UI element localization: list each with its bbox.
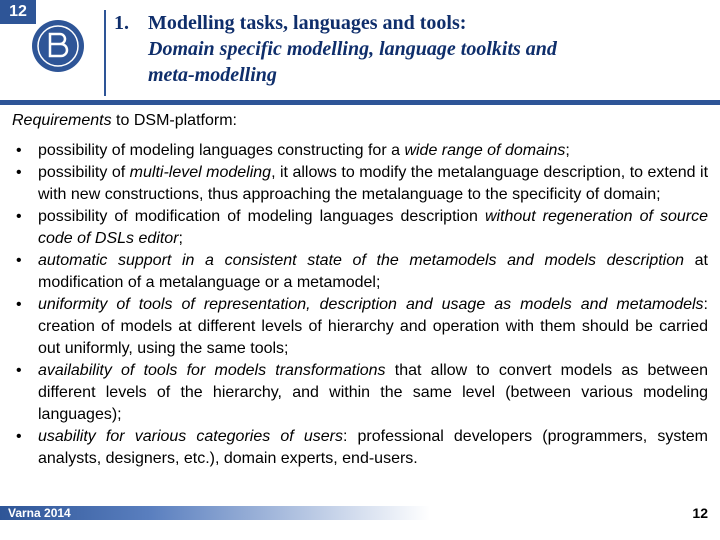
list-item-text: usability for various categories of users bbox=[38, 428, 343, 445]
title-line-2: Domain specific modelling, language toolkits and bbox=[148, 38, 557, 60]
title-number: 1. bbox=[114, 12, 129, 34]
list-item bbox=[12, 140, 708, 162]
list-item bbox=[12, 294, 708, 360]
requirements-label: Requirements bbox=[12, 112, 112, 129]
slide-content bbox=[12, 110, 708, 470]
title-line-1 bbox=[114, 10, 714, 36]
title-divider bbox=[104, 10, 106, 96]
bullet-icon: • bbox=[16, 428, 22, 445]
hse-university-logo-icon bbox=[12, 14, 104, 96]
list-item-text: : creation of models at different levels of hierarchy and operation with them should be carried out uniformly, using the same tools; bbox=[38, 296, 708, 357]
bullet-icon: • bbox=[16, 208, 22, 225]
list-item-text: that allow to convert models as between different levels of the hierarchy, and within the same level (between various modeling languages); bbox=[38, 362, 709, 423]
bullet-icon: • bbox=[16, 164, 22, 181]
footer-text: Varna 2014 bbox=[8, 506, 71, 520]
list-item-text: without regeneration of source code of DSLs editor bbox=[38, 208, 708, 247]
header-rule bbox=[0, 100, 720, 105]
list-item bbox=[12, 206, 708, 250]
list-item-text: possibility of bbox=[38, 164, 130, 181]
list-item-text: multi-level modeling bbox=[129, 164, 272, 181]
requirements-heading bbox=[12, 110, 708, 132]
requirements-label-rest: to DSM-platform: bbox=[111, 112, 237, 129]
title-line-3: meta-modelling bbox=[148, 64, 277, 86]
slide-number-top: 12 bbox=[9, 3, 27, 20]
bullet-icon: • bbox=[16, 362, 22, 379]
list-item-text: possibility of modeling languages constructing for a bbox=[38, 142, 405, 159]
slide-number-bottom: 12 bbox=[692, 505, 708, 521]
title-text-1: Modelling tasks, languages and tools: bbox=[148, 12, 467, 34]
bullet-icon: • bbox=[16, 296, 22, 313]
list-item-text: : professional developers (programmers, system analysts, designers, etc.), domain experts, end-users. bbox=[38, 428, 708, 467]
list-item-text: ; bbox=[565, 142, 570, 159]
requirements-list bbox=[12, 140, 708, 470]
slide-title bbox=[114, 10, 714, 88]
list-item-text: uniformity of tools of representation, description and usage as models and metamodels bbox=[38, 296, 704, 313]
list-item-text: possibility of modification of modeling languages description bbox=[38, 208, 485, 225]
list-item bbox=[12, 162, 708, 206]
list-item-text: availability of tools for models transformations bbox=[38, 362, 386, 379]
list-item-text: ; bbox=[178, 230, 183, 247]
list-item bbox=[12, 426, 708, 470]
list-item bbox=[12, 250, 708, 294]
list-item-text: automatic support in a consistent state of the metamodels and models description bbox=[38, 252, 685, 269]
bullet-icon: • bbox=[16, 252, 22, 269]
bullet-icon: • bbox=[16, 142, 22, 159]
list-item-text: wide range of domains bbox=[404, 142, 566, 159]
list-item-text: at modification of a metalanguage or a metamodel; bbox=[38, 252, 708, 291]
list-item bbox=[12, 360, 708, 426]
list-item-text: , it allows to modify the metalanguage description, to extend it with new constructions, thus approaching the metalanguage to the specificity of domain; bbox=[38, 164, 709, 203]
